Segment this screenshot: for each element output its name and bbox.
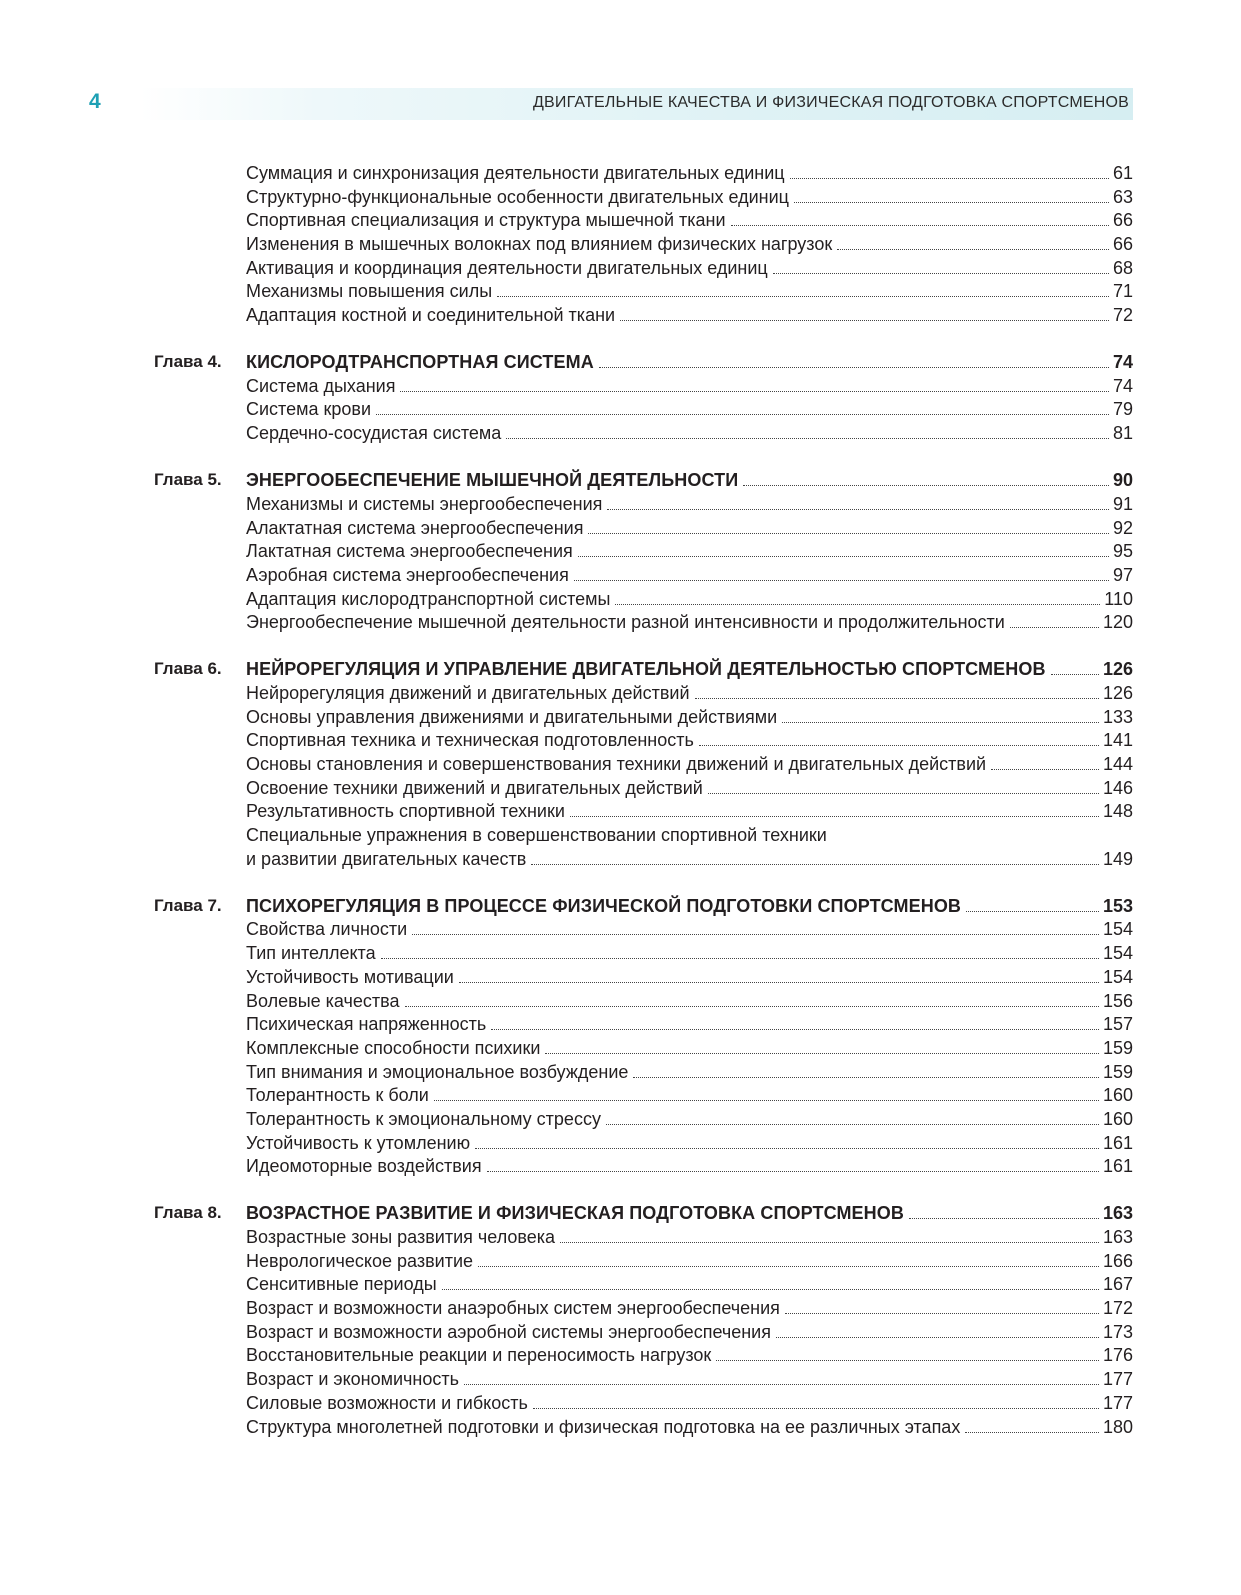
toc-leader-line — [246, 1202, 1133, 1224]
toc-entry — [0, 1250, 1241, 1274]
toc-entry — [0, 1061, 1241, 1085]
toc-leader-line — [246, 966, 1133, 988]
entry-page-number: 159 — [1102, 1061, 1133, 1082]
dot-leader — [560, 1242, 1099, 1243]
dot-leader — [533, 1408, 1099, 1409]
chapter-page-number: 126 — [1102, 659, 1133, 680]
entry-title: Результативность спортивной техники — [246, 801, 565, 822]
dot-leader — [570, 816, 1099, 817]
toc-leader-line — [246, 1416, 1133, 1438]
toc-entry — [0, 1392, 1241, 1416]
chapter-title: ВОЗРАСТНОЕ РАЗВИТИЕ И ФИЗИЧЕСКАЯ ПОДГОТОВКА СПОРТСМЕНОВ — [246, 1203, 904, 1224]
chapter-page-number: 163 — [1102, 1203, 1133, 1224]
toc-leader-line — [246, 351, 1133, 373]
dot-leader — [695, 698, 1099, 699]
entry-page-number: 166 — [1102, 1250, 1133, 1271]
dot-leader — [785, 1313, 1099, 1314]
chapter-page-number: 90 — [1112, 470, 1133, 491]
entry-page-number: 177 — [1102, 1369, 1133, 1390]
entry-page-number: 154 — [1102, 943, 1133, 964]
entry-page-number: 149 — [1102, 848, 1133, 869]
entry-page-number: 172 — [1102, 1298, 1133, 1319]
toc-leader-line — [246, 706, 1133, 728]
dot-leader — [506, 438, 1109, 439]
entry-title: Алактатная система энергообеспечения — [246, 517, 584, 538]
entry-title: Толерантность к эмоциональному стрессу — [246, 1108, 601, 1129]
dot-leader — [909, 1218, 1099, 1219]
toc-leader-line — [246, 209, 1133, 231]
toc-entry — [0, 729, 1241, 753]
entry-title: Лактатная система энергообеспечения — [246, 541, 573, 562]
entry-page-number: 72 — [1112, 305, 1133, 326]
dot-leader — [743, 485, 1109, 486]
dot-leader — [633, 1077, 1099, 1078]
entry-page-number: 120 — [1102, 612, 1133, 633]
toc-entry — [0, 493, 1241, 517]
dot-leader — [531, 864, 1099, 865]
chapter-page-number: 74 — [1112, 352, 1133, 373]
toc-leader-line — [246, 1061, 1133, 1083]
toc-leader-line — [246, 753, 1133, 775]
toc-entry — [0, 942, 1241, 966]
page-number: 4 — [89, 90, 101, 113]
entry-title: Спортивная техника и техническая подготовленность — [246, 730, 694, 751]
entry-page-number: 167 — [1102, 1274, 1133, 1295]
toc-entry — [0, 1155, 1241, 1179]
page-header — [0, 88, 1241, 120]
dot-leader — [790, 178, 1109, 179]
entry-title: Комплексные способности психики — [246, 1037, 541, 1058]
chapter-heading — [0, 351, 1241, 375]
entry-page-number: 133 — [1102, 706, 1133, 727]
entry-page-number: 148 — [1102, 801, 1133, 822]
entry-page-number: 81 — [1112, 423, 1133, 444]
toc-entry — [0, 280, 1241, 304]
toc-entry — [0, 1368, 1241, 1392]
toc-entry — [0, 1344, 1241, 1368]
toc-entry — [0, 706, 1241, 730]
entry-title: Тип внимания и эмоциональное возбуждение — [246, 1061, 629, 1082]
entry-title: Толерантность к боли — [246, 1085, 429, 1106]
toc-entry — [0, 186, 1241, 210]
entry-page-number: 79 — [1112, 399, 1133, 420]
dot-leader — [487, 1171, 1099, 1172]
chapter-title: ПСИХОРЕГУЛЯЦИЯ В ПРОЦЕССЕ ФИЗИЧЕСКОЙ ПОДГОТОВКИ СПОРТСМЕНОВ — [246, 895, 962, 916]
entry-title: Возрастные зоны развития человека — [246, 1227, 556, 1247]
chapter-label: Глава 4. — [154, 352, 222, 372]
entry-title: Механизмы повышения силы — [246, 281, 493, 302]
entry-title: Активация и координация деятельности двигательных единиц — [246, 257, 768, 278]
entry-title: Изменения в мышечных волокнах под влиянием физических нагрузок — [246, 234, 833, 255]
toc-leader-line — [246, 1108, 1133, 1130]
dot-leader — [776, 1337, 1099, 1338]
toc-leader-line — [246, 682, 1133, 704]
entry-title: Устойчивость мотивации — [246, 966, 454, 987]
toc-leader-line — [246, 1344, 1133, 1366]
chapter-heading — [0, 895, 1241, 919]
toc-entry — [0, 422, 1241, 446]
entry-title: Суммация и синхронизация деятельности двигательных единиц — [246, 163, 785, 183]
dot-leader — [381, 958, 1099, 959]
toc-leader-line — [246, 1226, 1133, 1248]
chapter-label: Глава 7. — [154, 895, 222, 915]
dot-leader — [578, 556, 1109, 557]
toc-leader-line — [246, 1013, 1133, 1035]
dot-leader — [412, 934, 1099, 935]
toc-leader-line — [246, 1297, 1133, 1319]
entry-title: Восстановительные реакции и переносимость нагрузок — [246, 1345, 712, 1366]
entry-page-number: 144 — [1102, 754, 1133, 775]
toc-entry — [0, 517, 1241, 541]
entry-page-number: 141 — [1102, 730, 1133, 751]
entry-page-number: 173 — [1102, 1321, 1133, 1342]
toc-leader-line — [246, 280, 1133, 302]
dot-leader — [773, 273, 1109, 274]
toc-entry — [0, 540, 1241, 564]
entry-title: Адаптация кислородтранспортной системы — [246, 588, 611, 609]
entry-page-number: 177 — [1102, 1392, 1133, 1413]
entry-page-number: 63 — [1112, 186, 1133, 207]
entry-page-number: 61 — [1112, 163, 1133, 183]
toc-entry — [0, 1132, 1241, 1156]
entry-title: Устойчивость к утомлению — [246, 1132, 471, 1153]
toc-entry — [0, 1273, 1241, 1297]
entry-page-number: 176 — [1102, 1345, 1133, 1366]
dot-leader — [434, 1100, 1099, 1101]
toc-leader-line — [246, 1273, 1133, 1295]
toc-leader-line — [246, 1392, 1133, 1414]
toc-entry — [0, 1084, 1241, 1108]
toc-leader-line — [246, 517, 1133, 539]
toc-entry — [0, 777, 1241, 801]
chapter-title: КИСЛОРОДТРАНСПОРТНАЯ СИСТЕМА — [246, 352, 594, 373]
entry-page-number: 180 — [1102, 1416, 1133, 1437]
toc-leader-line — [246, 800, 1133, 822]
entry-page-number: 91 — [1112, 493, 1133, 514]
toc-leader-line — [246, 611, 1133, 633]
toc-leader-line — [246, 162, 1133, 184]
toc-leader-line — [246, 1250, 1133, 1272]
table-of-contents — [0, 162, 1241, 1439]
entry-title: Основы становления и совершенствования техники движений и двигательных действий — [246, 754, 987, 775]
dot-leader — [491, 1029, 1099, 1030]
toc-entry — [0, 1037, 1241, 1061]
entry-title: Структура многолетней подготовки и физическая подготовка на ее различных этапах — [246, 1416, 961, 1437]
dot-leader — [708, 793, 1099, 794]
dot-leader — [478, 1266, 1099, 1267]
toc-leader-line — [246, 588, 1133, 610]
toc-entry — [0, 1321, 1241, 1345]
entry-page-number: 126 — [1102, 682, 1133, 703]
toc-entry — [0, 1108, 1241, 1132]
entry-page-number: 68 — [1112, 257, 1133, 278]
entry-title: Сердечно-сосудистая система — [246, 423, 502, 444]
entry-page-number: 74 — [1112, 375, 1133, 396]
entry-page-number: 146 — [1102, 777, 1133, 798]
entry-page-number: 161 — [1102, 1132, 1133, 1153]
entry-title: Система крови — [246, 399, 372, 420]
toc-leader-line — [246, 1084, 1133, 1106]
toc-leader-line — [246, 233, 1133, 255]
toc-entry — [0, 209, 1241, 233]
toc-leader-line — [246, 493, 1133, 515]
dot-leader — [405, 1006, 1099, 1007]
dot-leader — [794, 202, 1109, 203]
entry-title-line2: и развитии двигательных качеств — [246, 848, 527, 869]
dot-leader — [1010, 627, 1099, 628]
entry-page-number: 66 — [1112, 234, 1133, 255]
entry-title: Основы управления движениями и двигательными действиями — [246, 706, 778, 727]
toc-entry — [0, 918, 1241, 942]
toc-leader-line — [246, 422, 1133, 444]
toc-entry — [0, 257, 1241, 281]
entry-page-number: 154 — [1102, 966, 1133, 987]
dot-leader — [716, 1360, 1099, 1361]
entry-title: Психическая напряженность — [246, 1014, 487, 1035]
entry-page-number: 159 — [1102, 1037, 1133, 1058]
dot-leader — [475, 1148, 1099, 1149]
entry-title: Сенситивные периоды — [246, 1274, 437, 1295]
entry-title: Механизмы и системы энергообеспечения — [246, 493, 603, 514]
dot-leader — [400, 391, 1108, 392]
entry-page-number: 154 — [1102, 919, 1133, 940]
entry-title: Возраст и возможности анаэробных систем энергообеспечения — [246, 1298, 780, 1319]
entry-title: Адаптация костной и соединительной ткани — [246, 305, 616, 326]
toc-leader-line — [246, 1368, 1133, 1390]
toc-leader-line — [246, 848, 1133, 870]
dot-leader — [497, 296, 1109, 297]
chapter-label: Глава 6. — [154, 659, 222, 679]
toc-entry — [0, 398, 1241, 422]
entry-title: Идеомоторные воздействия — [246, 1156, 482, 1177]
entry-page-number: 156 — [1102, 990, 1133, 1011]
entry-title: Волевые качества — [246, 990, 400, 1011]
toc-entry — [0, 753, 1241, 777]
toc-leader-line — [246, 398, 1133, 420]
chapter-heading — [0, 469, 1241, 493]
dot-leader — [599, 367, 1109, 368]
entry-title: Возраст и экономичность — [246, 1369, 459, 1390]
dot-leader — [588, 533, 1109, 534]
dot-leader — [782, 722, 1099, 723]
dot-leader — [837, 249, 1109, 250]
entry-title: Неврологическое развитие — [246, 1250, 474, 1271]
toc-leader-line — [246, 186, 1133, 208]
toc-leader-line — [246, 1037, 1133, 1059]
dot-leader — [442, 1289, 1099, 1290]
toc-entry — [0, 162, 1241, 186]
chapter-label: Глава 5. — [154, 470, 222, 490]
toc-entry-multiline — [0, 824, 1241, 871]
toc-leader-line — [246, 729, 1133, 751]
toc-leader-line — [246, 1155, 1133, 1177]
entry-title: Свойства личности — [246, 919, 408, 940]
chapter-title: НЕЙРОРЕГУЛЯЦИЯ И УПРАВЛЕНИЕ ДВИГАТЕЛЬНОЙ ДЕЯТЕЛЬНОСТЬЮ СПОРТСМЕНОВ — [246, 659, 1046, 680]
dot-leader — [966, 911, 1099, 912]
dot-leader — [459, 982, 1099, 983]
dot-leader — [620, 320, 1109, 321]
toc-entry — [0, 611, 1241, 635]
section-gap — [0, 1179, 1241, 1202]
section-gap — [0, 871, 1241, 894]
toc-leader-line — [246, 375, 1133, 397]
toc-leader-line — [246, 257, 1133, 279]
toc-leader-line — [246, 658, 1133, 680]
dot-leader — [607, 509, 1109, 510]
toc-leader-line — [246, 564, 1133, 586]
entry-page-number: 160 — [1102, 1085, 1133, 1106]
dot-leader — [1051, 674, 1099, 675]
chapter-heading — [0, 658, 1241, 682]
toc-entry — [0, 1416, 1241, 1440]
toc-leader-line — [246, 777, 1133, 799]
entry-title: Возраст и возможности аэробной системы энергообеспечения — [246, 1321, 771, 1342]
toc-entry — [0, 304, 1241, 328]
entry-page-number: 71 — [1112, 281, 1133, 302]
section-gap — [0, 635, 1241, 658]
toc-entry — [0, 800, 1241, 824]
entry-title: Тип интеллекта — [246, 943, 376, 964]
dot-leader — [606, 1124, 1099, 1125]
entry-page-number: 95 — [1112, 541, 1133, 562]
entry-title: Энергообеспечение мышечной деятельности разной интенсивности и продолжительности — [246, 612, 1005, 633]
chapter-heading — [0, 1202, 1241, 1226]
entry-title: Нейрорегуляция движений и двигательных действий — [246, 682, 690, 703]
dot-leader — [376, 414, 1109, 415]
entry-title: Структурно-функциональные особенности двигательных единиц — [246, 186, 789, 207]
toc-entry — [0, 564, 1241, 588]
dot-leader — [464, 1384, 1099, 1385]
toc-leader-line — [246, 1321, 1133, 1343]
section-gap — [0, 328, 1241, 351]
entry-title-line1: Специальные упражнения в совершенствовании спортивной техники — [246, 825, 827, 846]
toc-entry — [0, 1297, 1241, 1321]
toc-leader-line — [246, 942, 1133, 964]
toc-entry — [0, 588, 1241, 612]
entry-page-number: 97 — [1112, 564, 1133, 585]
dot-leader — [991, 769, 1099, 770]
chapter-title: ЭНЕРГООБЕСПЕЧЕНИЕ МЫШЕЧНОЙ ДЕЯТЕЛЬНОСТИ — [246, 470, 739, 491]
toc-entry — [0, 682, 1241, 706]
entry-page-number: 66 — [1112, 210, 1133, 231]
dot-leader — [574, 580, 1109, 581]
toc-leader-line — [246, 918, 1133, 940]
toc-leader-line — [246, 469, 1133, 491]
toc-entry — [0, 966, 1241, 990]
toc-leader-line — [246, 895, 1133, 917]
chapter-label: Глава 8. — [154, 1203, 222, 1223]
toc-leader-line — [246, 1132, 1133, 1154]
toc-entry — [0, 1226, 1241, 1250]
entry-page-number: 163 — [1102, 1227, 1133, 1247]
entry-title: Освоение техники движений и двигательных действий — [246, 777, 703, 798]
entry-title: Силовые возможности и гибкость — [246, 1392, 528, 1413]
entry-page-number: 92 — [1112, 517, 1133, 538]
toc-leader-line — [246, 304, 1133, 326]
running-title: ДВИГАТЕЛЬНЫЕ КАЧЕСТВА И ФИЗИЧЕСКАЯ ПОДГОТОВКА СПОРТСМЕНОВ — [532, 94, 1129, 111]
entry-title: Спортивная специализация и структура мышечной ткани — [246, 210, 726, 231]
dot-leader — [615, 604, 1100, 605]
toc-entry — [0, 990, 1241, 1014]
section-gap — [0, 446, 1241, 469]
dot-leader — [545, 1053, 1099, 1054]
toc-leader-line — [246, 540, 1133, 562]
toc-entry — [0, 1013, 1241, 1037]
entry-page-number: 110 — [1104, 588, 1133, 609]
toc-leader-line — [246, 990, 1133, 1012]
entry-title: Аэробная система энергообеспечения — [246, 564, 569, 585]
chapter-page-number: 153 — [1102, 895, 1133, 916]
entry-page-number: 160 — [1102, 1108, 1133, 1129]
entry-page-number: 157 — [1102, 1014, 1133, 1035]
entry-page-number: 161 — [1102, 1156, 1133, 1177]
dot-leader — [699, 745, 1099, 746]
dot-leader — [731, 225, 1109, 226]
dot-leader — [965, 1432, 1099, 1433]
toc-entry — [0, 375, 1241, 399]
toc-entry — [0, 233, 1241, 257]
entry-title: Система дыхания — [246, 375, 396, 396]
